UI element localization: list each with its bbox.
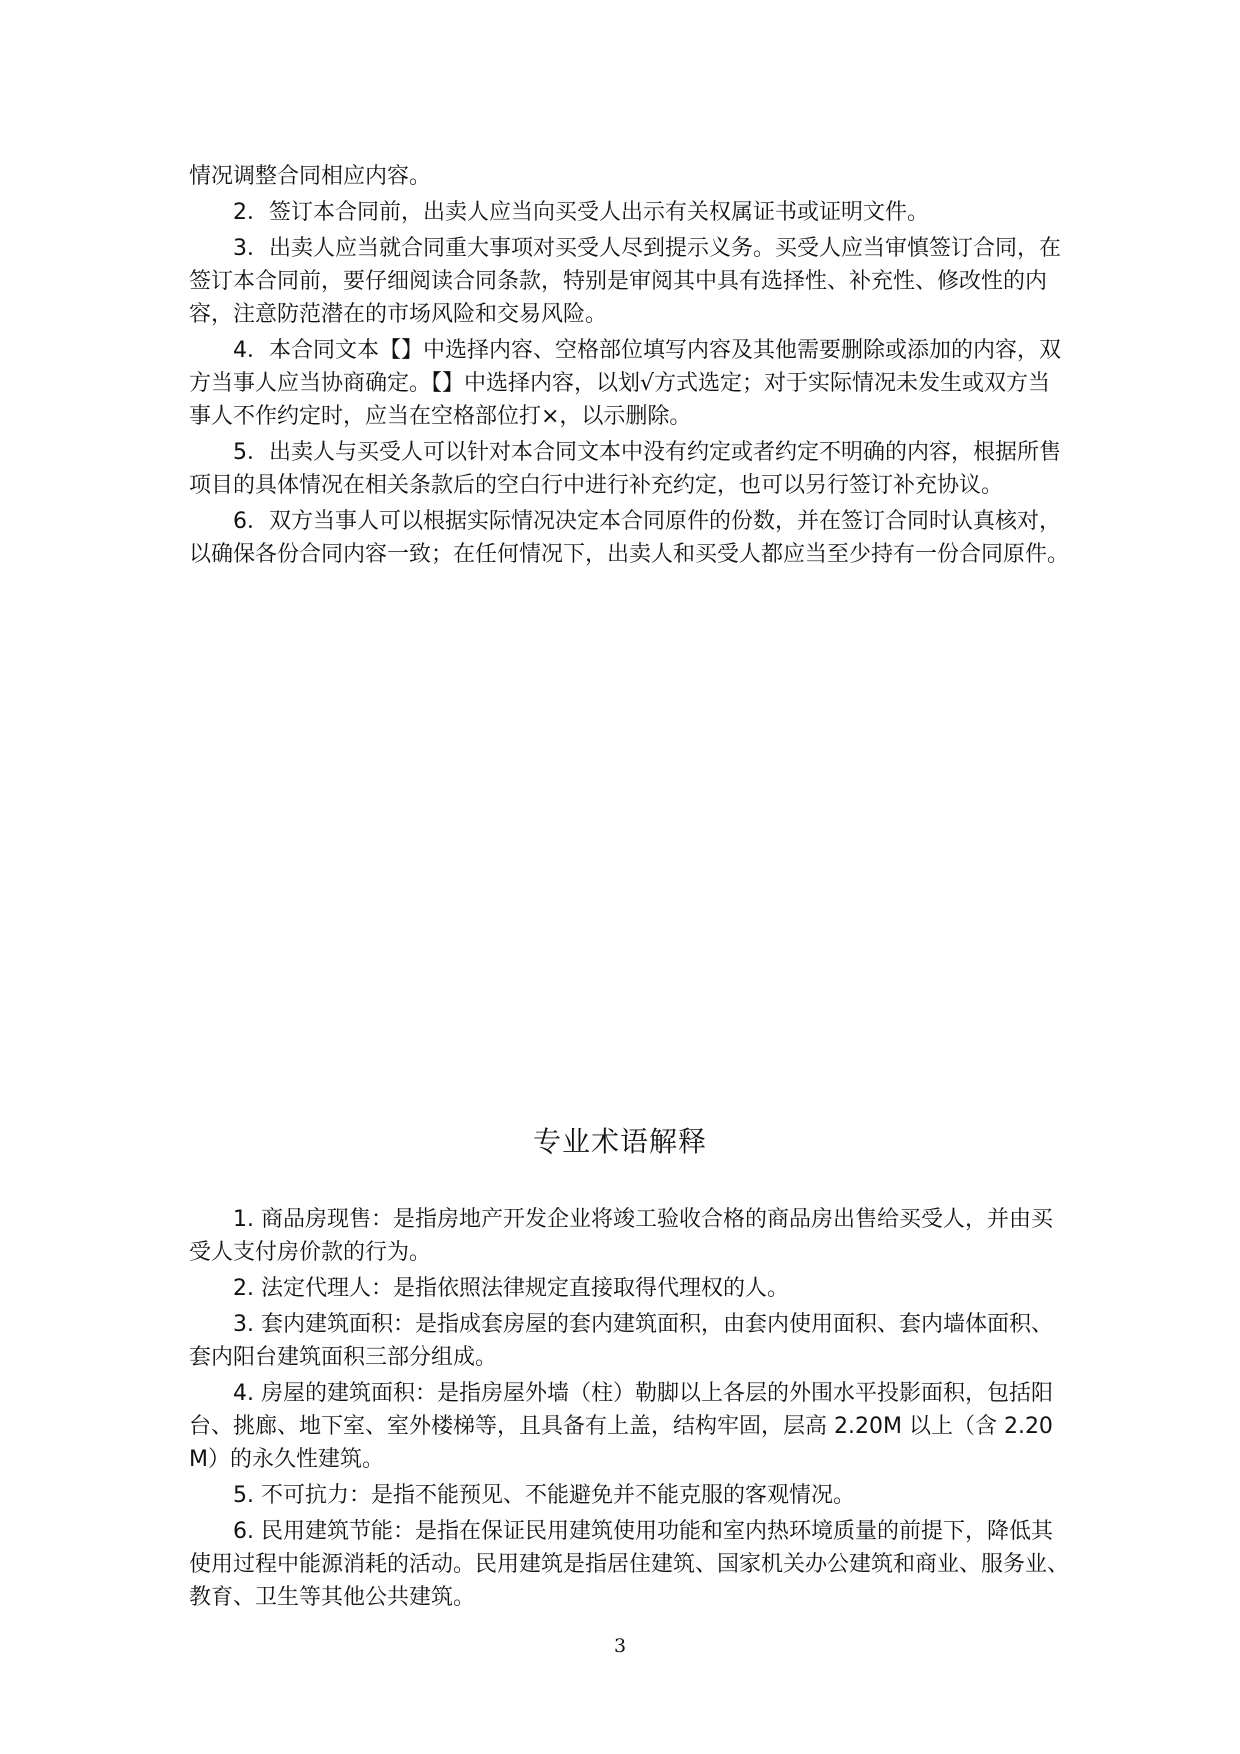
- term-item-3: 3. 套内建筑面积：是指成套房屋的套内建筑面积，由套内使用面积、套内墙体面积、套内阳台建筑面积三部分组成。: [189, 1312, 1053, 1370]
- term-item-5: 5. 不可抗力：是指不能预见、不能避免并不能克服的客观情况。: [233, 1483, 855, 1508]
- continuation-paragraph: 情况调整合同相应内容。: [189, 164, 432, 189]
- terms-section: [189, 1203, 1069, 1617]
- instruction-item-4: 4．本合同文本【】中选择内容、空格部位填写内容及其他需要删除或添加的内容，双方当事人应当协商确定。【】中选择内容，以划√方式选定；对于实际情况未发生或双方当事人不作约定时，应当在空格部位打×，以示删除。: [189, 338, 1061, 429]
- term-item-1: 1. 商品房现售：是指房地产开发企业将竣工验收合格的商品房出售给买受人，并由买受人支付房价款的行为。: [189, 1207, 1053, 1265]
- instructions-section: [189, 160, 1069, 574]
- page-number: 3: [613, 1635, 627, 1657]
- instruction-item-3: 3．出卖人应当就合同重大事项对买受人尽到提示义务。买受人应当审慎签订合同，在签订本合同前，要仔细阅读合同条款，特别是审阅其中具有选择性、补充性、修改性的内容，注意防范潜在的市场风险和交易风险。: [189, 236, 1061, 327]
- terms-section-title: 专业术语解释: [532, 1125, 707, 1158]
- instruction-item-6: 6．双方当事人可以根据实际情况决定本合同原件的份数，并在签订合同时认真核对，以确保各份合同内容一致；在任何情况下，出卖人和买受人都应当至少持有一份合同原件。: [189, 509, 1070, 567]
- term-item-2: 2. 法定代理人：是指依照法律规定直接取得代理权的人。: [233, 1276, 789, 1301]
- instruction-item-5: 5．出卖人与买受人可以针对本合同文本中没有约定或者约定不明确的内容，根据所售项目的具体情况在相关条款后的空白行中进行补充约定，也可以另行签订补充协议。: [189, 440, 1061, 498]
- term-item-4: 4. 房屋的建筑面积：是指房屋外墙（柱）勒脚以上各层的外围水平投影面积，包括阳台、挑廊、地下室、室外楼梯等，且具备有上盖，结构牢固，层高 2.20M 以上（含 2.20M）的永久性建筑。: [189, 1381, 1053, 1472]
- term-item-6: 6. 民用建筑节能：是指在保证民用建筑使用功能和室内热环境质量的前提下，降低其使用过程中能源消耗的活动。民用建筑是指居住建筑、国家机关办公建筑和商业、服务业、教育、卫生等其他公共建筑。: [189, 1519, 1070, 1610]
- instruction-item-2: 2．签订本合同前，出卖人应当向买受人出示有关权属证书或证明文件。: [233, 200, 929, 225]
